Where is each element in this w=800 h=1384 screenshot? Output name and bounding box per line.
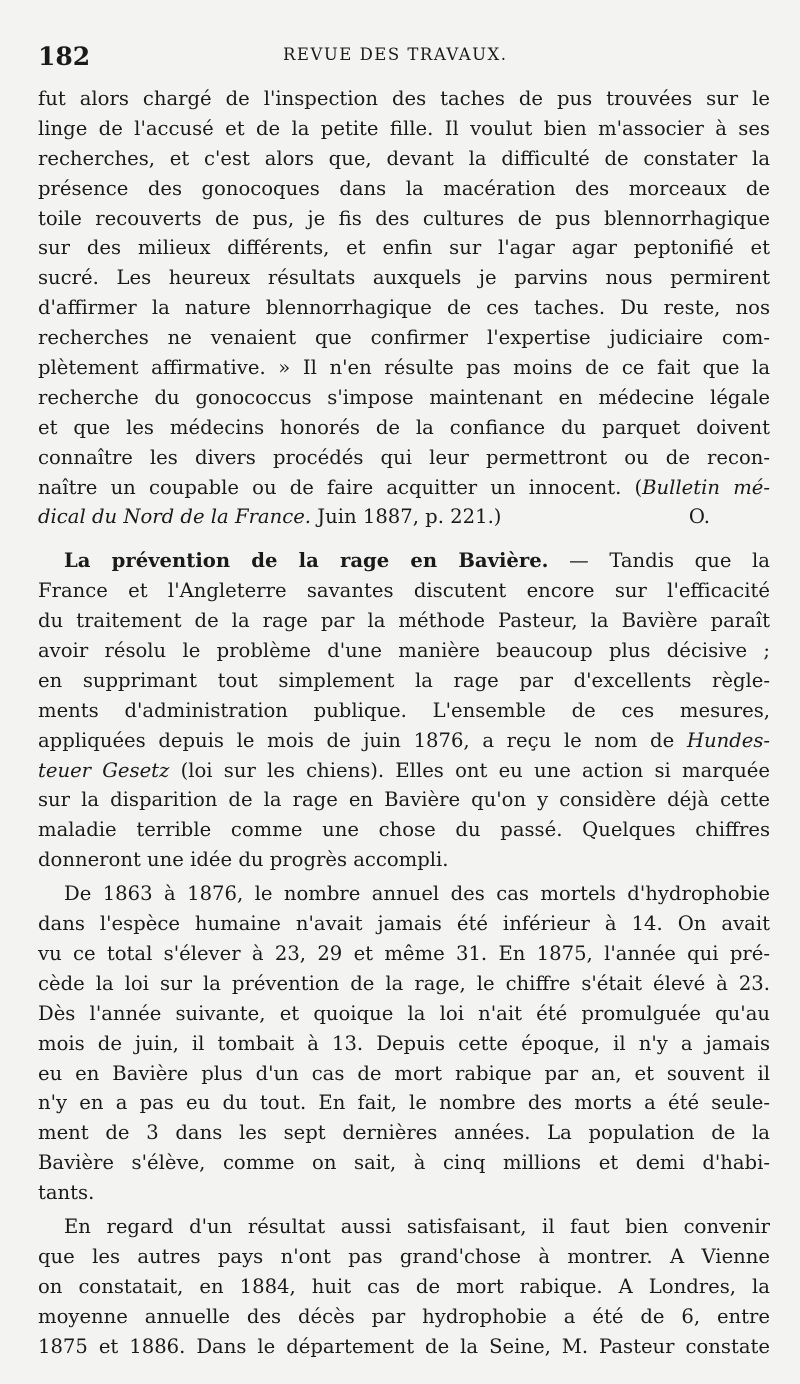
page-header (38, 34, 770, 84)
text-line (38, 502, 770, 532)
text-line: cède la loi sur la prévention de la rage, le chiffre s'était élevé à 23. (38, 971, 770, 995)
section-gap (38, 532, 770, 546)
paragraph-3 (38, 879, 770, 1208)
text-line: on constatait, en 1884, huit cas de mort rabique. A Londres, la (38, 1274, 770, 1298)
text-line (38, 756, 770, 786)
text-line: De 1863 à 1876, le nombre annuel des cas mortels d'hydrophobie (64, 882, 770, 906)
text-line: Bavière s'élève, comme on sait, à cinq millions et demi d'habi- (38, 1151, 770, 1175)
paragraph-1 (38, 84, 770, 532)
text-line: plètement affirmative. » Il n'en résulte pas moins de ce fait que la (38, 356, 770, 380)
paragraph-4 (38, 1212, 770, 1361)
text-line: n'y en a pas eu du tout. En fait, le nombre des morts a été seule- (38, 1091, 770, 1115)
section-title: La prévention de la rage en Bavière. (64, 549, 549, 573)
citation-journal: dical du Nord de la France. (38, 505, 312, 529)
text-segment: (loi sur les chiens). Elles ont eu une action si marquée (169, 758, 771, 782)
text-line (38, 473, 770, 503)
text-line: sur la disparition de la rage en Bavière qu'on y considère déjà cette (38, 788, 770, 812)
text-line: recherches, et c'est alors que, devant la difficulté de constater la (38, 146, 770, 170)
text-line: du traitement de la rage par la méthode Pasteur, la Bavière paraît (38, 609, 770, 633)
running-head: REVUE DES TRAVAUX. (283, 45, 508, 64)
text-line: toile recouverts de pus, je fis des cultures de pus blennorrhagique (38, 206, 770, 230)
text-line: avoir résolu le problème d'une manière beaucoup plus décisive ; (38, 639, 770, 663)
text-segment: naître un coupable ou de faire acquitter un innocent. ( (38, 475, 643, 499)
text-line: tants. (38, 1181, 95, 1205)
citation-line (38, 502, 501, 532)
text-line: En regard d'un résultat aussi satisfaisant, il faut bien convenir (64, 1214, 770, 1238)
text-line: fut alors chargé de l'inspection des taches de pus trouvées sur le (38, 87, 770, 110)
law-name: Hundes- (686, 728, 770, 752)
text-line: d'affirmer la nature blennorrhagique de ces taches. Du reste, nos (38, 296, 770, 320)
text-line: sucré. Les heureux résultats auxquels je parvins nous permirent (38, 266, 770, 290)
text-line: 1875 et 1886. Dans le département de la Seine, M. Pasteur constate (38, 1334, 770, 1358)
text-line: sur des milieux différents, et enfin sur l'agar agar peptonifié et (38, 236, 770, 260)
text-segment: appliquées depuis le mois de juin 1876, a reçu le nom de (38, 728, 687, 752)
text-line: dans l'espèce humaine n'avait jamais été inférieur à 14. On avait (38, 912, 770, 936)
text-line: connaître les divers procédés qui leur permettront ou de recon- (38, 445, 770, 469)
text-segment: — Tandis que la (548, 549, 770, 573)
author-signature: O. (688, 505, 710, 529)
text-line: France et l'Angleterre savantes discutent encore sur l'efficacité (38, 579, 770, 603)
text-line: recherche du gonococcus s'impose maintenant en médecine légale (38, 385, 770, 409)
text-line: en supprimant tout simplement la rage par d'excellents règle- (38, 668, 770, 692)
text-line: linge de l'accusé et de la petite fille. Il voulut bien m'associer à ses (38, 116, 770, 140)
text-line: maladie terrible comme une chose du passé. Quelques chiffres (38, 818, 770, 842)
page-number: 182 (38, 42, 91, 71)
paragraph-2 (38, 546, 770, 875)
citation-journal: Bulletin mé- (642, 475, 770, 499)
text-line: Dès l'année suivante, et quoique la loi n'ait été promulguée qu'au (38, 1001, 770, 1025)
text-line: vu ce total s'élever à 23, 29 et même 31. En 1875, l'année qui pré- (38, 941, 770, 965)
text-line: mois de juin, il tombait à 13. Depuis cette époque, il n'y a jamais (38, 1031, 770, 1055)
text-line: ments d'administration publique. L'ensemble de ces mesures, (38, 698, 770, 722)
text-line: présence des gonocoques dans la macération des morceaux de (38, 176, 770, 200)
text-line: que les autres pays n'ont pas grand'chose à montrer. A Vienne (38, 1244, 770, 1268)
text-line (38, 726, 770, 756)
text-line: ment de 3 dans les sept dernières années. La population de la (38, 1121, 770, 1145)
law-name: teuer Gesetz (38, 758, 170, 782)
text-line (38, 546, 770, 576)
text-line: moyenne annuelle des décès par hydrophobie a été de 6, entre (38, 1304, 770, 1328)
text-line: et que les médecins honorés de la confiance du parquet doivent (38, 415, 770, 439)
citation-date: Juin 1887, p. 221.) (311, 505, 502, 529)
text-line: eu en Bavière plus d'un cas de mort rabique par an, et souvent il (38, 1061, 770, 1085)
text-line: recherches ne venaient que confirmer l'expertise judiciaire com- (38, 326, 770, 350)
text-line: donneront une idée du progrès accompli. (38, 848, 449, 872)
